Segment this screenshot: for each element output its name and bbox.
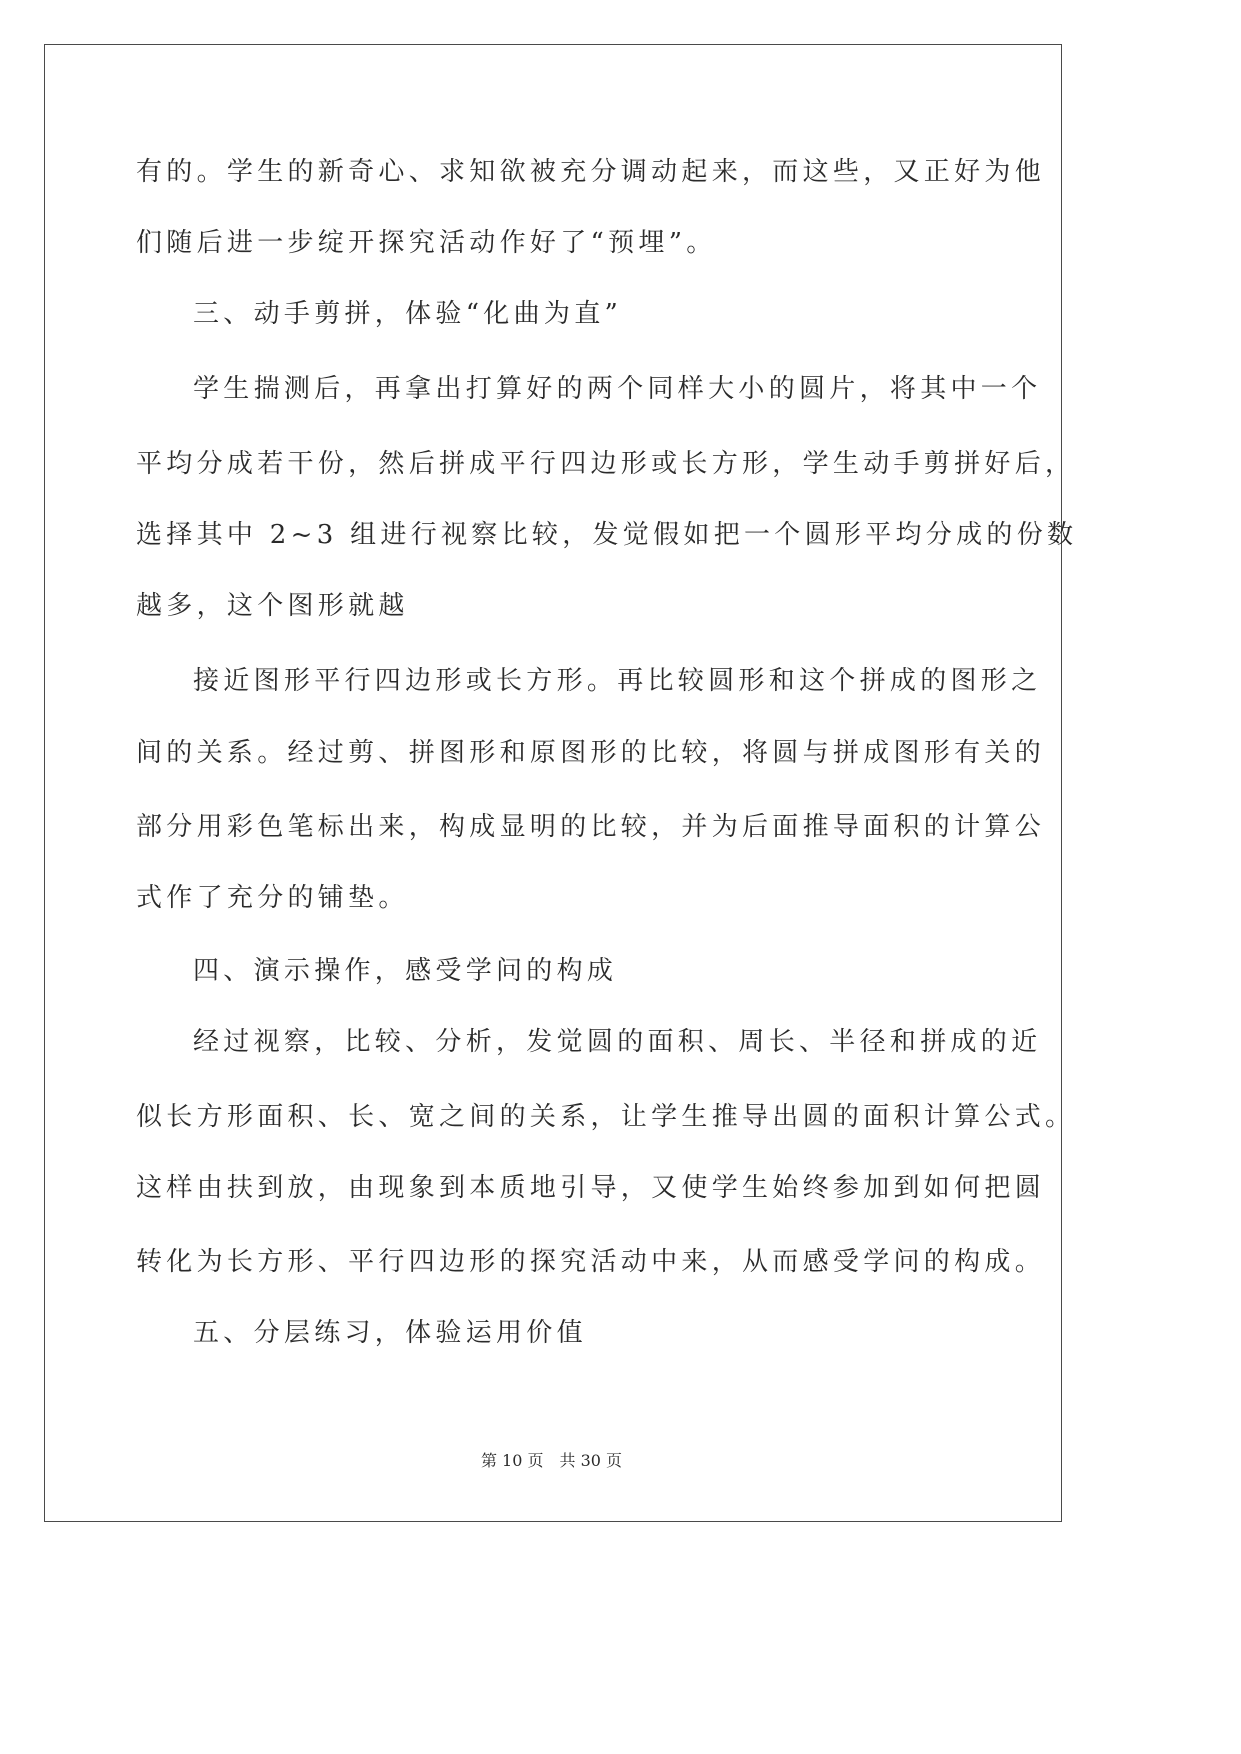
section-heading: 三、动手剪拼，体验“化曲为直” [193, 299, 623, 329]
text-line: 部分用彩色笔标出来，构成显明的比较，并为后面推导面积的计算公 [136, 812, 1046, 842]
text-line: 这样由扶到放，由现象到本质地引导，又使学生始终参加到如何把圆 [136, 1173, 1046, 1203]
text-line: 似长方形面积、长、宽之间的关系，让学生推导出圆的面积计算公式。 [136, 1102, 1076, 1132]
text-line: 选择其中 2~3 组进行视察比较，发觉假如把一个圆形平均分成的份数 [136, 520, 1078, 550]
text-line: 平均分成若干份，然后拼成平行四边形或长方形，学生动手剪拼好后， [136, 449, 1076, 479]
text-line: 有的。学生的新奇心、求知欲被充分调动起来，而这些，又正好为他 [136, 157, 1046, 187]
text-line: 间的关系。经过剪、拼图形和原图形的比较，将圆与拼成图形有关的 [136, 738, 1046, 768]
text-line: 经过视察，比较、分析，发觉圆的面积、周长、半径和拼成的近 [193, 1027, 1042, 1057]
section-heading: 四、演示操作，感受学问的构成 [193, 956, 618, 986]
page-border [44, 44, 1062, 1522]
text-line: 们随后进一步绽开探究活动作好了“预埋”。 [136, 228, 717, 258]
section-heading: 五、分层练习，体验运用价值 [193, 1318, 587, 1348]
text-line: 越多，这个图形就越 [136, 591, 409, 621]
page-number-footer: 第 10 页 共 30 页 [480, 1451, 623, 1470]
text-line: 式作了充分的铺垫。 [136, 883, 409, 913]
text-line: 接近图形平行四边形或长方形。再比较圆形和这个拼成的图形之 [193, 666, 1042, 696]
text-line: 转化为长方形、平行四边形的探究活动中来，从而感受学问的构成。 [136, 1247, 1046, 1277]
text-line: 学生揣测后，再拿出打算好的两个同样大小的圆片，将其中一个 [193, 374, 1042, 404]
